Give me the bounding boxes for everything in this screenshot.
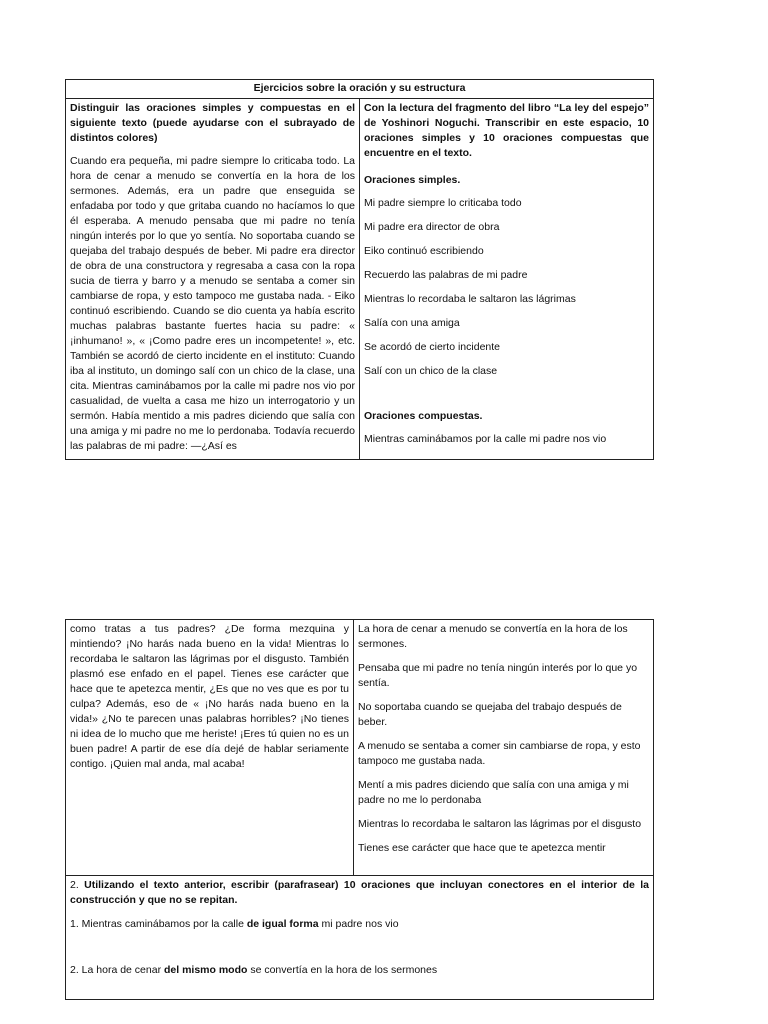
simple-item: Mientras lo recordaba le saltaron las lágrimas	[364, 293, 576, 305]
simple-item: Eiko continuó escribiendo	[364, 245, 484, 257]
question-2-cell	[66, 876, 654, 1000]
compound-item: Mientras lo recordaba le saltaron las lágrimas por el disgusto	[358, 818, 642, 830]
left-instruction: Distinguir las oraciones simples y compuestas en el siguiente texto (puede ayudarse con el subrayado de distintos colores)	[70, 102, 355, 144]
compound-heading: Oraciones compuestas.	[364, 410, 483, 422]
left-text-cell	[66, 99, 360, 460]
answer-prefix: 1. Mientras caminábamos por la calle	[70, 918, 247, 930]
question-2-instruction	[70, 878, 649, 908]
simple-item: Recuerdo las palabras de mi padre	[364, 269, 528, 281]
simple-item: Mi padre siempre lo criticaba todo	[364, 197, 522, 209]
simple-item: Salía con una amiga	[364, 317, 460, 329]
compound-item: La hora de cenar a menudo se convertía en la hora de los sermones.	[358, 623, 628, 650]
question-2-number: 2.	[70, 879, 79, 891]
answer-item	[70, 917, 649, 932]
compound-item: Mientras caminábamos por la calle mi padre nos vio	[364, 433, 607, 445]
right-instruction: Con la lectura del fragmento del libro “La ley del espejo” de Yoshinori Noguchi. Transcribir en este espacio, 10 oraciones simples y 10 oraciones compuestas que encuentre en el texto.	[364, 102, 649, 159]
story-text: Cuando era pequeña, mi padre siempre lo criticaba todo. La hora de cenar a menudo se convertía en la hora de los sermones. Además, era un padre que enseguida se enfadaba por todo y que gritaba cuando no hacíamos lo que él esperaba. A menudo pensaba que mi padre no tenía ningún interés por lo que yo sentía. No soportaba cuando se quejaba del trabajo después de beber. Mi padre era director de obra de una constructora y regresaba a casa con la ropa sucia de tierra y barro y a menudo se sentaba a comer sin cambiarse de ropa, y esto tampoco me gustaba nada. - Eiko continuó escribiendo. Cuando se dio cuenta ya había escrito muchas palabras bastante fuertes hacia su padre: « ¡inhumano! », « ¡Como padre eres un incompetente! », etc. También se acordó de cierto incidente en el instituto: Cuando iba al instituto, un domingo salí con un chico de la clase, una cita. Mientras caminábamos por la calle mi padre nos vio por casualidad, de vuelta a casa me hizo un interrogatorio y un sermón. Había mentido a mis padres diciendo que salía con una amiga y mi padre no me lo perdonaba. Todavía recuerdo las palabras de mi padre: —¿Así es	[70, 155, 355, 452]
exercise-table-2	[65, 619, 654, 1000]
right-answers-cell	[360, 99, 654, 460]
compound-item: Pensaba que mi padre no tenía ningún interés por lo que yo sentía.	[358, 662, 638, 689]
simple-item: Mi padre era director de obra	[364, 221, 500, 233]
compound-item: A menudo se sentaba a comer sin cambiarse de ropa, y esto tampoco me gustaba nada.	[358, 740, 641, 767]
exercise-table-1	[65, 79, 654, 460]
left-text-cell-continued	[66, 620, 354, 876]
right-answers-cell-continued	[354, 620, 654, 876]
answer-connector: del mismo modo	[163, 964, 248, 976]
compound-item: No soportaba cuando se quejaba del trabajo después de beber.	[358, 701, 622, 728]
compound-item: Tienes ese carácter que hace que te apetezca mentir	[358, 842, 606, 854]
answer-item	[70, 963, 649, 978]
question-2-text: Utilizando el texto anterior, escribir (parafrasear) 10 oraciones que incluyan conectores en el interior de la construcción y que no se repitan.	[70, 879, 649, 906]
answer-prefix: 2. La hora de cenar	[70, 964, 164, 976]
compound-item: Mentí a mis padres diciendo que salía con una amiga y mi padre no me lo perdonaba	[358, 779, 629, 806]
answer-connector: de igual forma	[246, 918, 319, 930]
answer-suffix: se convertía en la hora de los sermones	[247, 964, 438, 976]
answer-suffix: mi padre nos vio	[318, 918, 399, 930]
simple-item: Se acordó de cierto incidente	[364, 341, 501, 353]
table-title: Ejercicios sobre la oración y su estructura	[66, 80, 654, 99]
story-text-continued: como tratas a tus padres? ¿De forma mezquina y mintiendo? ¡No harás nada bueno en la vida! Mientras lo recordaba le saltaron las lágrimas por el disgusto. También plasmó ese enfado en el papel. Tienes ese carácter que hace que te apetezca mentir, ¿Es que no ves que es por tu culpa? Además, eso de « ¡No harás nada bueno en la vida!» ¿No te parecen unas palabras horribles? ¡No tienes ni idea de lo mucho que me heriste! ¡Eres tú quien no es un buen padre! A partir de ese día dejé de hablar seriamente contigo. ¡Quien mal anda, mal acaba!	[70, 623, 349, 770]
simple-heading: Oraciones simples.	[364, 174, 461, 186]
simple-item: Salí con un chico de la clase	[364, 365, 498, 377]
